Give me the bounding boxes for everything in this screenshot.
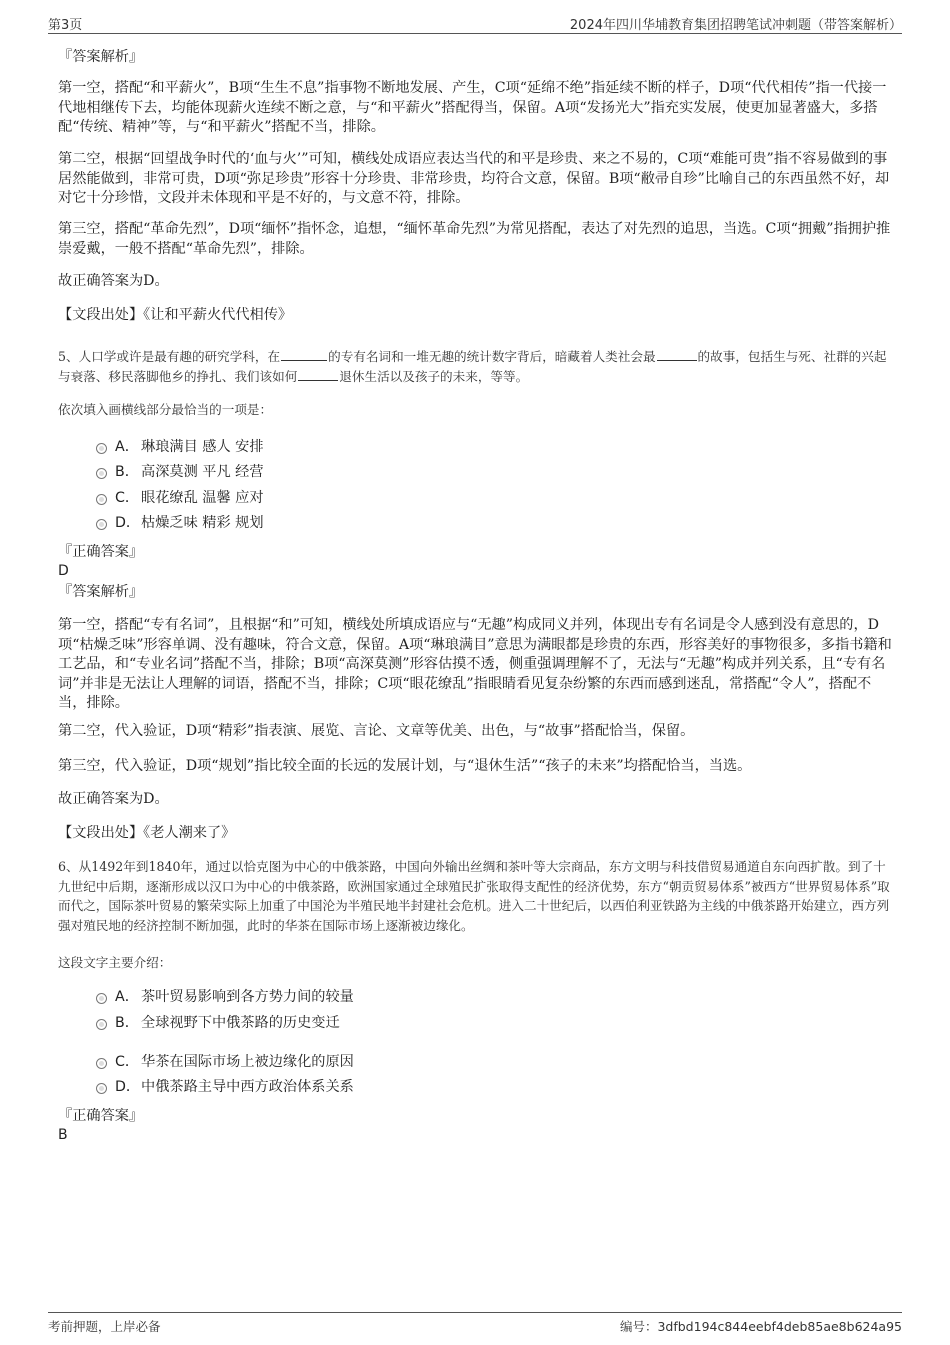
q4-analysis-label: 『答案解析』 xyxy=(58,49,144,65)
q5-source: 【文段出处】《老人潮来了》 xyxy=(58,825,236,841)
radio-icon[interactable] xyxy=(96,443,107,454)
q4-conclusion: 故正确答案为D。 xyxy=(58,273,169,289)
radio-icon[interactable] xyxy=(96,1019,107,1030)
radio-icon[interactable] xyxy=(96,993,107,1004)
page-number: 第3页 xyxy=(48,18,83,33)
answer-blank xyxy=(657,349,697,361)
radio-icon[interactable] xyxy=(96,494,107,505)
radio-icon[interactable] xyxy=(96,1083,107,1094)
document-title: 2024年四川华埔教育集团招聘笔试冲刺题（带答案解析） xyxy=(569,18,902,33)
q4-source: 【文段出处】《让和平薪火代代相传》 xyxy=(58,307,293,323)
page-header xyxy=(48,12,902,34)
q5-question-text: 5、人口学或许是最有趣的研究学科，在 的专有名词和一堆无趣的统计数字背后，暗藏着人类社会最 的故事，包括生与死、社群的兴起与衰落、移民落脚他乡的挣扎、我们该如何 退休生活以及孩子的未来，等等。 xyxy=(58,349,887,384)
q4-analysis-para-2: 第二空，根据“回望战争时代的‘血与火’”可知，横线处成语应表达当代的和平是珍贵、来之不易的，C项“难能可贵”指不容易做到的事居然能做到，非常可贵，D项“弥足珍贵”形容十分珍贵、非常珍贵，均符合文意，保留。B项“敝帚自珍”比喻自己的东西虽然不好，却对它十分珍惜，文段并未体现和平是不好的，与文意不符，排除。 xyxy=(58,151,890,207)
q6-answer-label: 『正确答案』 xyxy=(58,1108,144,1124)
q5-conclusion: 故正确答案为D。 xyxy=(58,791,169,807)
q5-analysis-para-3: 第三空，代入验证，D项“规划”指比较全面的长远的发展计划，与“退休生活”“孩子的未来”均搭配恰当，当选。 xyxy=(58,758,752,774)
q5-prompt: 依次填入画横线部分最恰当的一项是： xyxy=(58,402,273,417)
answer-blank xyxy=(298,369,338,381)
q5-analysis-label: 『答案解析』 xyxy=(58,584,144,600)
q5-answer-label: 『正确答案』 xyxy=(58,544,144,560)
q4-analysis-para-3: 第三空，搭配“革命先烈”，D项“缅怀”指怀念，追想，“缅怀革命先烈”为常见搭配，表达了对先烈的追思，当选。C项“拥戴”指拥护推崇爱戴，一般不搭配“革命先烈”，排除。 xyxy=(58,221,891,257)
q4-analysis-para-1: 第一空，搭配“和平薪火”，B项“生生不息”指事物不断地发展、产生，C项“延绵不绝”指延续不断的样子，D项“代代相传”指一代接一代地相继传下去，均能体现薪火连续不断之意，与“和平薪火”搭配得当，保留。A项“发扬光大”指充实发展，使更加显著盛大，多搭配“传统、精神”等，与“和平薪火”搭配不当，排除。 xyxy=(58,80,887,136)
q5-analysis-para-1: 第一空，搭配“专有名词”，且根据“和”可知，横线处所填成语应与“无趣”构成同义并列，体现出专有名词是令人感到没有意思的，D项“枯燥乏味”形容单调、没有趣味，符合文意，保留。A项“琳琅满目”意思为满眼都是珍贵的东西，形容美好的事物很多，多指书籍和工艺品，和“专业名词”搭配不当，排除；B项“高深莫测”形容估摸不透，侧重强调理解不了，无法与“无趣”构成并列关系，且“专有名词”并非是无法让人理解的词语，搭配不当，排除；C项“眼花缭乱”指眼睛看见复杂纷繁的东西而感到迷乱，常搭配“令人”，搭配不当，排除。 xyxy=(58,617,892,712)
q6-question-text: 6、从1492年到1840年，通过以恰克图为中心的中俄茶路，中国向外输出丝绸和茶叶等大宗商品，东方文明与科技借贸易通道自东向西扩散。到了十九世纪中后期，逐渐形成以汉口为中心的中俄茶路，欧洲国家通过全球殖民扩张取得支配性的经济优势，东方“朝贡贸易体系”被西方“世界贸易体系”取而代之，国际茶叶贸易的繁荣实际上加重了中国沦为半殖民地半封建社会危机。进入二十世纪后，以西伯利亚铁路为主线的中俄茶路开始建立，西方列强对殖民地的经济控制不断加强，此时的华茶在国际市场上逐渐被边缘化。 xyxy=(58,859,890,933)
q6-answer: B xyxy=(58,1127,68,1143)
page-footer xyxy=(48,1312,902,1336)
footer-slogan: 考前押题，上岸必备 xyxy=(48,1319,161,1334)
q6-prompt: 这段文字主要介绍： xyxy=(58,955,172,970)
radio-icon[interactable] xyxy=(96,519,107,530)
answer-blank xyxy=(281,349,327,361)
radio-icon[interactable] xyxy=(96,468,107,479)
document-code: 编号：3dfbd194c844eebf4deb85ae8b624a95 xyxy=(619,1319,902,1334)
radio-icon[interactable] xyxy=(96,1058,107,1069)
q5-analysis-para-2: 第二空，代入验证，D项“精彩”指表演、展览、言论、文章等优美、出色，与“故事”搭配恰当，保留。 xyxy=(58,723,695,739)
q5-answer: D xyxy=(58,563,69,579)
